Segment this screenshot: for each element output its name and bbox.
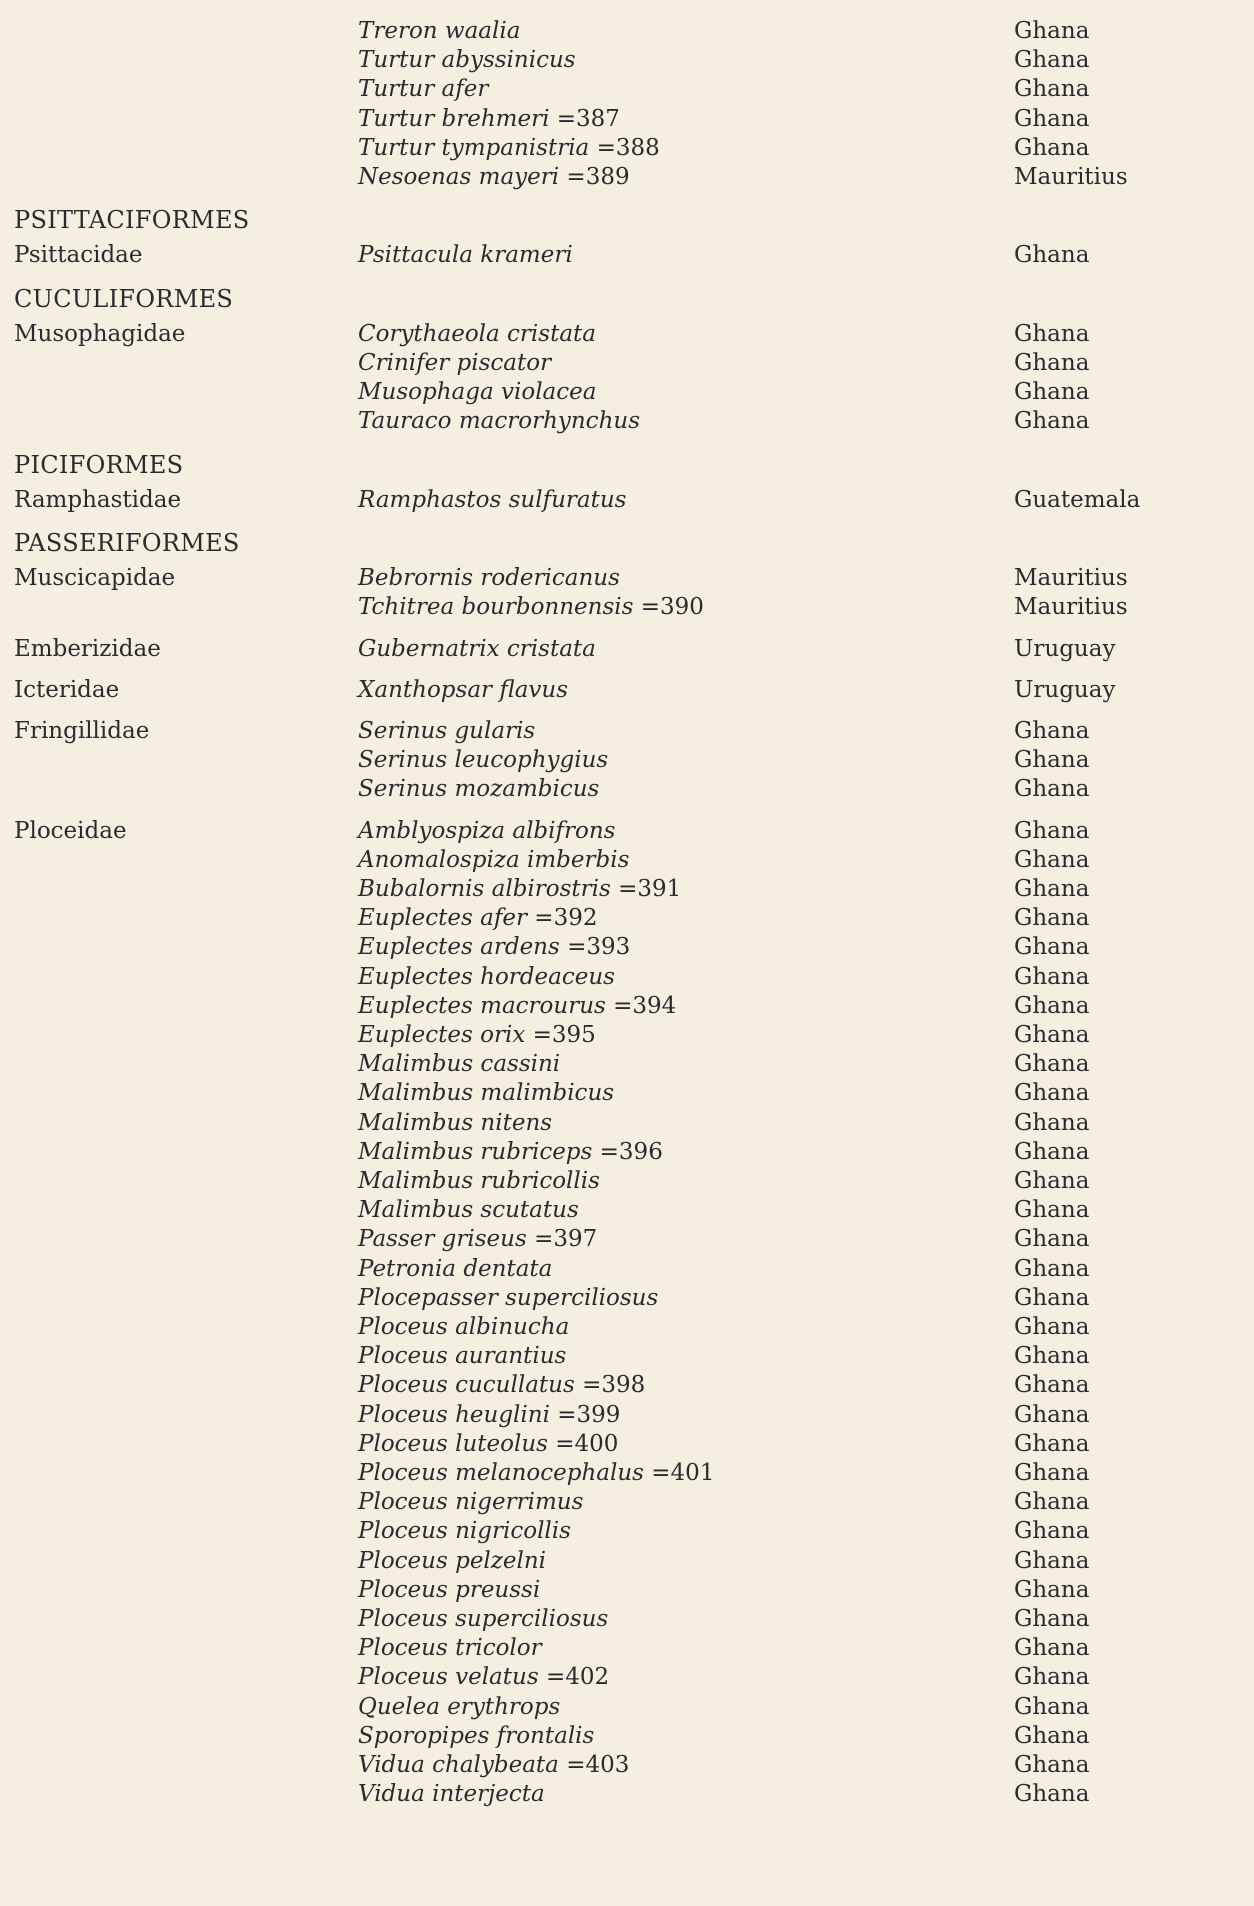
species-binomial: Turtur afer: [358, 76, 489, 103]
country-name: Ghana: [1014, 718, 1090, 744]
species-name: [358, 933, 630, 962]
country-name: Ghana: [1014, 1168, 1090, 1194]
family-name: Ploceidae: [14, 817, 127, 844]
country-name: Ghana: [1014, 1460, 1090, 1486]
species-binomial: Serinus leucophygius: [358, 747, 609, 774]
species-name: [358, 1021, 596, 1050]
species-binomial: Ploceus preussi: [358, 1576, 541, 1603]
species-name: [358, 1313, 569, 1342]
species-binomial: Plocepasser superciliosus: [358, 1284, 659, 1311]
country-name: Ghana: [1014, 876, 1090, 902]
species-name: [358, 1050, 560, 1079]
species-name: [358, 105, 620, 134]
country-name: Ghana: [1014, 1693, 1090, 1720]
species-name: [358, 1517, 571, 1546]
country-name: Ghana: [1014, 1109, 1090, 1136]
species-name: [358, 241, 573, 270]
reference-number: =391: [610, 876, 682, 902]
reference-number: =400: [547, 1430, 619, 1457]
species-name: [358, 775, 599, 804]
species-name: [358, 1138, 663, 1167]
country-name: Ghana: [1014, 1664, 1090, 1691]
country-name: Ghana: [1014, 905, 1090, 932]
species-binomial: Amblyospiza albifrons: [358, 817, 616, 844]
country-name: Mauritius: [1014, 594, 1128, 621]
family-name: Fringillidae: [14, 718, 150, 744]
species-name: [358, 904, 597, 933]
species-binomial: Euplectes ardens: [358, 934, 560, 961]
species-name: [358, 1371, 645, 1400]
species-name: [358, 1576, 540, 1605]
species-name: [358, 846, 629, 875]
species-binomial: Ploceus superciliosus: [358, 1606, 609, 1632]
order-heading: PICIFORMES: [14, 450, 184, 479]
species-binomial: Ploceus luteolus: [358, 1430, 548, 1457]
species-binomial: Vidua chalybeata: [358, 1752, 559, 1778]
species-binomial: Malimbus malimbicus: [358, 1080, 615, 1107]
country-name: Ghana: [1014, 1080, 1090, 1107]
family-name: Psittacidae: [14, 242, 143, 269]
species-name: [358, 378, 596, 407]
species-binomial: Ploceus heuglini: [358, 1401, 550, 1428]
species-name: [358, 1167, 600, 1196]
species-binomial: Ploceus melanocephalus: [358, 1460, 644, 1486]
species-binomial: Ploceus albinucha: [358, 1314, 570, 1340]
species-binomial: Euplectes hordeaceus: [358, 963, 615, 990]
country-name: Ghana: [1014, 47, 1090, 74]
species-binomial: Passer griseus: [358, 1226, 527, 1253]
species-binomial: Ploceus nigricollis: [358, 1518, 571, 1545]
country-name: Ghana: [1014, 408, 1090, 435]
species-name: [358, 1751, 629, 1780]
reference-number: =393: [559, 934, 631, 961]
species-binomial: Musophaga violacea: [358, 379, 597, 406]
species-binomial: Crinifer piscator: [358, 350, 552, 376]
country-name: Guatemala: [1014, 486, 1141, 513]
species-binomial: Turtur brehmeri: [358, 105, 550, 132]
country-name: Ghana: [1014, 817, 1090, 844]
species-binomial: Petronia dentata: [358, 1255, 553, 1282]
country-name: Ghana: [1014, 1576, 1090, 1603]
species-binomial: Malimbus nitens: [358, 1109, 553, 1136]
species-name: [358, 717, 535, 746]
species-name: [358, 1255, 552, 1284]
country-name: Mauritius: [1014, 164, 1128, 190]
country-name: Uruguay: [1014, 676, 1116, 703]
species-binomial: Turtur abyssinicus: [358, 47, 576, 74]
species-name: [358, 1693, 560, 1722]
country-name: Mauritius: [1014, 565, 1128, 592]
country-name: Ghana: [1014, 1138, 1090, 1165]
reference-number: =389: [559, 164, 630, 190]
reference-number: =403: [558, 1752, 630, 1778]
species-name: [358, 1605, 608, 1634]
country-name: Ghana: [1014, 963, 1090, 990]
family-name: Emberizidae: [14, 635, 161, 662]
species-name: [358, 1342, 566, 1371]
species-name: [358, 963, 615, 992]
species-binomial: Euplectes macrourus: [358, 992, 606, 1019]
country-name: Ghana: [1014, 934, 1090, 961]
reference-number: =399: [549, 1401, 621, 1428]
species-binomial: Xanthopsar flavus: [358, 676, 569, 703]
species-name: [358, 1225, 597, 1254]
order-heading: PSITTACIFORMES: [14, 206, 250, 235]
country-name: Ghana: [1014, 1255, 1090, 1282]
country-name: Ghana: [1014, 379, 1090, 406]
country-name: Ghana: [1014, 1547, 1090, 1574]
species-name: [358, 1780, 545, 1809]
species-binomial: Psittacula krameri: [358, 242, 573, 269]
species-name: [358, 486, 627, 515]
country-name: Ghana: [1014, 1489, 1090, 1516]
reference-number: =401: [643, 1460, 715, 1486]
species-name: [358, 992, 676, 1021]
country-name: Uruguay: [1014, 635, 1116, 662]
country-name: Ghana: [1014, 1343, 1090, 1370]
country-name: Ghana: [1014, 18, 1090, 44]
reference-number: =396: [592, 1138, 663, 1165]
species-binomial: Anomalospiza imberbis: [358, 846, 630, 873]
species-binomial: Malimbus scutatus: [358, 1197, 579, 1224]
reference-number: =398: [574, 1372, 646, 1399]
country-name: Ghana: [1014, 320, 1090, 347]
country-name: Ghana: [1014, 1051, 1090, 1078]
family-name: Musophagidae: [14, 320, 186, 347]
species-name: [358, 1663, 609, 1692]
species-binomial: Quelea erythrops: [358, 1693, 561, 1720]
species-name: [358, 1109, 552, 1138]
reference-number: =394: [605, 992, 677, 1019]
species-binomial: Ploceus pelzelni: [358, 1547, 547, 1574]
species-name: [358, 564, 620, 593]
species-name: [358, 1079, 614, 1108]
country-name: Ghana: [1014, 1314, 1090, 1340]
species-name: [358, 1488, 583, 1517]
species-name: [358, 593, 704, 622]
country-name: Ghana: [1014, 1752, 1090, 1778]
family-name: Icteridae: [14, 676, 120, 703]
species-name: [358, 320, 596, 349]
reference-number: =390: [633, 594, 704, 621]
country-name: Ghana: [1014, 992, 1090, 1019]
country-name: Ghana: [1014, 1284, 1090, 1311]
country-name: Ghana: [1014, 76, 1090, 103]
species-name: [358, 1459, 714, 1488]
species-name: [358, 407, 640, 436]
species-binomial: Corythaeola cristata: [358, 320, 596, 347]
species-binomial: Bebrornis rodericanus: [358, 565, 620, 592]
reference-number: =387: [549, 105, 620, 132]
family-name: Muscicapidae: [14, 565, 176, 592]
country-name: Ghana: [1014, 846, 1090, 873]
species-name: [358, 1430, 618, 1459]
species-binomial: Vidua interjecta: [358, 1781, 545, 1808]
order-heading: PASSERIFORMES: [14, 529, 240, 557]
species-name: [358, 46, 576, 75]
species-name: [358, 635, 596, 664]
country-name: Ghana: [1014, 105, 1090, 132]
order-heading: CUCULIFORMES: [14, 284, 234, 313]
species-binomial: Gubernatrix cristata: [358, 635, 596, 662]
species-name: [358, 349, 551, 378]
species-name: [358, 1634, 542, 1663]
country-name: Ghana: [1014, 1781, 1090, 1808]
species-name: [358, 17, 520, 46]
country-name: Ghana: [1014, 1197, 1090, 1224]
reference-number: =402: [538, 1664, 610, 1691]
species-binomial: Bubalornis albirostris: [358, 876, 611, 902]
country-name: Ghana: [1014, 350, 1090, 376]
country-name: Ghana: [1014, 1022, 1090, 1048]
country-name: Ghana: [1014, 776, 1090, 803]
species-name: [358, 875, 681, 904]
species-binomial: Ploceus tricolor: [358, 1635, 542, 1662]
species-binomial: Serinus mozambicus: [358, 776, 600, 803]
species-name: [358, 676, 568, 705]
species-name: [358, 1401, 620, 1430]
species-binomial: Euplectes orix: [358, 1022, 526, 1048]
reference-number: =395: [525, 1022, 596, 1048]
species-binomial: Euplectes afer: [358, 905, 527, 932]
species-binomial: Turtur tympanistria: [358, 134, 590, 161]
species-binomial: Ramphastos sulfuratus: [358, 486, 627, 513]
reference-number: =397: [526, 1226, 598, 1253]
country-name: Ghana: [1014, 1401, 1090, 1428]
country-name: Ghana: [1014, 1430, 1090, 1457]
species-binomial: Serinus gularis: [358, 718, 536, 744]
species-name: [358, 134, 660, 163]
species-binomial: Tauraco macrorhynchus: [358, 408, 640, 435]
species-name: [358, 1547, 546, 1576]
species-name: [358, 817, 615, 846]
species-name: [358, 1722, 594, 1751]
country-name: Ghana: [1014, 747, 1090, 774]
species-binomial: Sporopipes frontalis: [358, 1722, 595, 1749]
species-name: [358, 1284, 658, 1313]
species-binomial: Ploceus velatus: [358, 1664, 539, 1691]
reference-number: =388: [589, 134, 660, 161]
species-binomial: Ploceus cucullatus: [358, 1372, 575, 1399]
species-name: [358, 1196, 579, 1225]
country-name: Ghana: [1014, 1518, 1090, 1545]
species-binomial: Malimbus rubriceps: [358, 1138, 593, 1165]
species-name: [358, 75, 488, 104]
species-binomial: Ploceus aurantius: [358, 1343, 567, 1370]
species-name: [358, 163, 630, 192]
species-binomial: Ploceus nigerrimus: [358, 1489, 584, 1516]
country-name: Ghana: [1014, 242, 1090, 269]
country-name: Ghana: [1014, 1722, 1090, 1749]
country-name: Ghana: [1014, 1226, 1090, 1253]
species-name: [358, 746, 608, 775]
reference-number: =392: [526, 905, 598, 932]
country-name: Ghana: [1014, 1372, 1090, 1399]
species-binomial: Nesoenas mayeri: [358, 164, 560, 190]
species-binomial: Treron waalia: [358, 18, 521, 44]
species-binomial: Malimbus cassini: [358, 1051, 561, 1078]
family-name: Ramphastidae: [14, 486, 182, 513]
country-name: Ghana: [1014, 1635, 1090, 1662]
country-name: Ghana: [1014, 134, 1090, 161]
species-binomial: Tchitrea bourbonnensis: [358, 594, 634, 621]
species-binomial: Malimbus rubricollis: [358, 1168, 600, 1194]
country-name: Ghana: [1014, 1606, 1090, 1632]
